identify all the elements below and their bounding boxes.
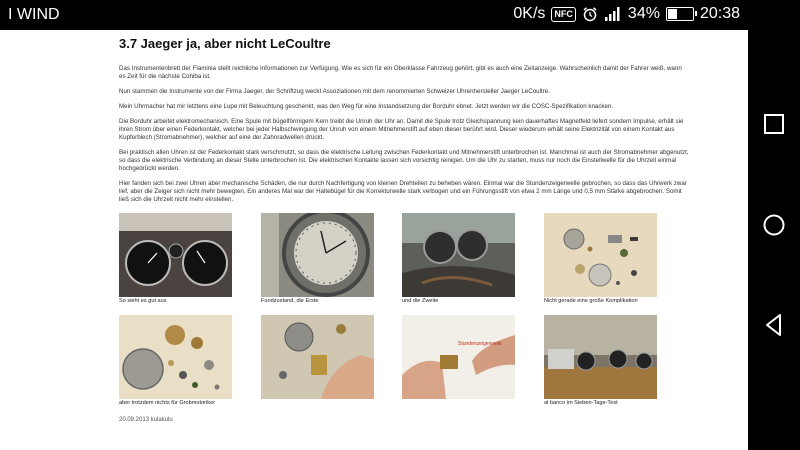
- article-paragraph: Bei praktisch allen Uhren ist der Federkontakt stark verschmutzt, so dass die elektrische Leitung zwischen Federkontakt und Mitnehmerstift unterbrochen ist. Manchmal ist auch der Stromabnehmer abgenutzt, so dass die elektrische Verbindung an dieser Stelle unterbrochen ist. Die elektrischen Kontakte lassen sich vorsichtig reinigen. Um die Uhr zu starten, muss nur noch die Einstellwelle für die Uhrzeit einmal hochgedrückt werden.: [119, 149, 689, 172]
- gallery-item[interactable]: [261, 213, 374, 304]
- nfc-icon: NFC: [551, 7, 576, 22]
- article-title: 3.7 Jaeger ja, aber nicht LeCoultre: [119, 36, 331, 51]
- network-speed: 0K/s: [513, 5, 546, 22]
- navigation-bar: [748, 0, 800, 450]
- status-icons: [513, 5, 740, 23]
- article: [119, 36, 689, 211]
- dashboard-removed-photo[interactable]: [402, 213, 515, 297]
- gallery-item[interactable]: [261, 315, 374, 400]
- status-bar: [0, 0, 748, 30]
- clocks-on-bench-photo[interactable]: [544, 315, 657, 399]
- signal-icon: [604, 6, 622, 22]
- clock-mechanism-hand-photo[interactable]: [261, 315, 374, 399]
- photo-caption: Nicht gerade eine große Komplikation: [544, 298, 638, 304]
- gallery-item[interactable]: [119, 213, 232, 304]
- gallery-item[interactable]: [119, 315, 232, 406]
- article-paragraph: Hier fanden sich bei zwei Uhren aber mechanische Schäden, die nur durch Nachfertigung von kleinen Drehteilen zu beheben wären. Einmal war die Stundenzeigerwelle gebrochen, so dass das Uhrwerk zwar lief, aber die Zeiger sich nicht mehr bewegten. Ein anderes Mal war der Haltebügel für die Korrekturwelle stark verbogen und ein Führungsstift von etwa 2 mm Länge und 0,5 mm Stärke abgebrochen. Somit ließ sich die Uhrzeit nicht mehr einstellen.: [119, 180, 687, 203]
- clock-movement-parts-photo[interactable]: [119, 315, 232, 399]
- article-paragraph: Die Borduhr arbeitet elektromechanisch. Eine Spule mit bügelförmigem Kern treibt die Unruh der Uhr an. Damit die Spule trotz Gleichspannung kein dauerhaftes Magnetfeld liefert sondern Impulse, erhält sie ihren Strom über einen Federkontakt, welcher bei jeder Halbschwingung der Unruh von einem Mitnehmerstift auf eben dieser berührt wird. Dieser wiederum erhält seine Elektrizität von einem Kontakt aus Kupferblech (Stromabnehmer), welcher auf eine der Zahnradwellen drückt.: [119, 118, 684, 141]
- footer-text: 20.09.2013 kulakulu: [119, 417, 173, 423]
- clock-time: 20:38: [699, 5, 740, 22]
- gallery-item[interactable]: [544, 315, 657, 406]
- photo-caption: aber trotzdem nichts für Grobmotoriker: [119, 400, 216, 406]
- clock-closeup-photo[interactable]: [261, 213, 374, 297]
- article-paragraph: Nun stammen die Instrumente von der Firma Jaeger, der Schriftzug weckt Assoziationen mit dem renommierten Schweizer Uhrenhersteller Jaeger LeCoultre.: [119, 88, 550, 95]
- gallery-item[interactable]: [544, 213, 657, 304]
- gallery-item[interactable]: [402, 315, 515, 400]
- battery-percent: 34%: [627, 5, 660, 22]
- photo-caption: al banco im Sieben-Tage-Test: [544, 400, 618, 406]
- article-paragraph: Das Instrumentenbrett der Flaminia stellt reichliche Informationen zur Verfügung. Wie es sich für ein Oberklasse Fahrzeug gehört, gibt es auch eine Zeitanzeige. Wahrscheinlich damit der Fahrer weiß, wann es Zeit für die nächste Cohiba ist.: [119, 65, 682, 80]
- home-icon[interactable]: [762, 213, 786, 237]
- small-part-fingers-photo[interactable]: [402, 315, 515, 399]
- gallery-item[interactable]: [402, 213, 515, 304]
- recent-apps-icon[interactable]: [762, 112, 786, 136]
- photo-caption: Fundzustand, die Erste: [261, 298, 319, 304]
- carrier-name: I WIND: [8, 6, 60, 23]
- battery-icon: [666, 7, 694, 21]
- photo-caption: So sieht es gut aus: [119, 298, 167, 304]
- back-icon[interactable]: [762, 313, 786, 337]
- photo-caption: und die Zweite: [402, 298, 439, 304]
- clock-parts-photo[interactable]: [544, 213, 657, 297]
- svg-text:Stundenzeigerwelle: Stundenzeigerwelle: [458, 341, 502, 347]
- article-paragraph: Mein Uhrmacher hat mir letztens eine Lupe mit Beleuchtung geschenkt, was den Weg für eine Instandsetzung der Borduhr ebnet. Jetzt werden wir die COSC-Spezifikation knacken.: [119, 103, 614, 110]
- dashboard-gauges-photo[interactable]: [119, 213, 232, 297]
- alarm-icon: [582, 6, 598, 22]
